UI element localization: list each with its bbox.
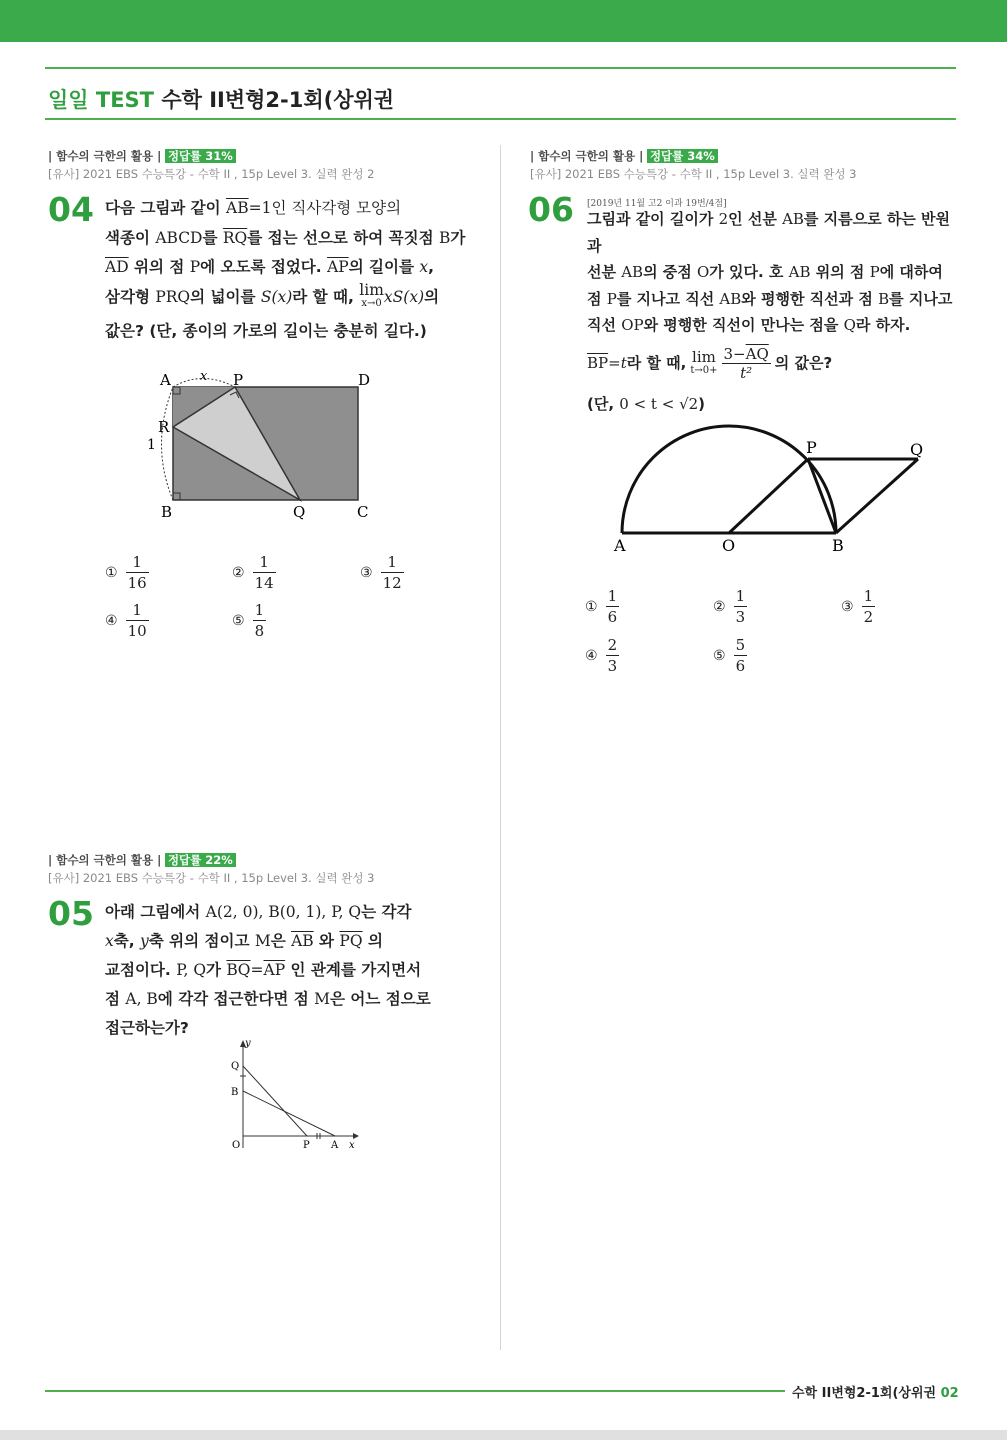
header-bottom-rule — [45, 118, 956, 120]
q05-x-arrow — [353, 1133, 359, 1139]
q04-figure — [140, 365, 390, 520]
q04-label-d: D — [358, 371, 371, 389]
q04-choice-2[interactable]: ② $\frac{1}{14}$ — [232, 553, 274, 592]
q06-choice-1[interactable]: ① $\frac{1}{6}$ — [585, 587, 618, 626]
q06-label-o: O — [722, 536, 736, 555]
q06-label-b: B — [832, 536, 844, 555]
q06-choice-5[interactable]: ⑤ $\frac{5}{6}$ — [713, 636, 746, 675]
q06-tag: | 함수의 극한의 활용 | 정답률 34% — [530, 148, 718, 164]
q05-line-pq — [243, 1066, 307, 1136]
q06-label-q: Q — [910, 440, 924, 459]
q06-number: 06 — [528, 190, 574, 229]
q05-line-ab — [243, 1091, 335, 1136]
q05-label-y: y — [245, 1038, 251, 1049]
footer — [792, 1382, 959, 1401]
title-green: 일일 TEST — [48, 88, 155, 112]
q06-label-a: A — [614, 536, 626, 555]
q05-number: 05 — [48, 894, 94, 933]
top-green-bar — [0, 0, 1007, 42]
q05-source: [유사] 2021 EBS 수능특강 - 수학 II , 15p Level 3. 실력 완성 3 — [48, 871, 375, 885]
footer-title: 수학 II변형2-1회(상위권 — [792, 1386, 941, 1401]
q05-tag: | 함수의 극한의 활용 | 정답률 22% — [48, 852, 236, 868]
q05-label-b: B — [231, 1087, 239, 1098]
q06-text: 그림과 같이 길이가 2인 선분 AB를 지름으로 하는 반원과 선분 AB의 중점 O가 있다. 호 AB 위의 점 P에 대하여 점 P를 지나고 직선 AB와 평행한 직선과 점 B를 지나고 직선 OP와 평행한 직선이 만나는 점을 Q라 하자. $\overline{BP}$ = t 라 할 때, lim t→0+ $\frac{3-\overline{AQ}}{\text{t²}}$ 의 값은? (단, 0 < t < √2) — [587, 210, 953, 413]
q04-number: 04 — [48, 190, 94, 229]
q05-label-a: A — [331, 1140, 339, 1151]
q04-text: 다음 그림과 같이 $\overline{AB}=1$인 직사각형 모양의 색종이 ABCD를 $\overline{RQ}$를 접는 선으로 하여 꼭짓점 B가 $\overline{AD}$ 위의 점 P에 오도록 접었다. $\overline{AP}$의 길이를 x, 삼각형 PRQ의 넓이를 S(x)라 할 때, lim x→0 xS(x)의 값은? (단, 종이의 가로의 길이는 충분히 길다.) — [105, 199, 466, 340]
q06-label-p: P — [806, 438, 817, 457]
q06-rate-badge: 정답률 34% — [647, 149, 718, 163]
q04-rate-badge: 정답률 31% — [165, 149, 236, 163]
page-title — [48, 84, 394, 114]
q04-label-b: B — [161, 503, 173, 520]
q06-choice-4[interactable]: ④ $\frac{2}{3}$ — [585, 636, 618, 675]
q06-choice-2[interactable]: ② $\frac{1}{3}$ — [713, 587, 746, 626]
column-divider — [500, 145, 501, 1350]
q04-label-1: 1 — [147, 437, 156, 453]
q04-choice-3[interactable]: ③ $\frac{1}{12}$ — [360, 553, 402, 592]
q04-choice-4[interactable]: ④ $\frac{1}{10}$ — [105, 601, 147, 640]
q04-tag: | 함수의 극한의 활용 | 정답률 31% — [48, 148, 236, 164]
q04-source: [유사] 2021 EBS 수능특강 - 수학 II , 15p Level 3. 실력 완성 2 — [48, 167, 375, 181]
q05-label-o: O — [232, 1140, 241, 1151]
q05-label-q: Q — [231, 1061, 240, 1072]
q05-label-x: x — [349, 1140, 355, 1151]
q06-figure — [605, 415, 935, 560]
q05-rate-badge: 정답률 22% — [165, 853, 236, 867]
q06-line-pb — [808, 459, 836, 533]
q06-line-bq — [836, 459, 918, 533]
q05-figure — [225, 1036, 365, 1154]
q05-label-p: P — [303, 1140, 310, 1151]
q04-choice-5[interactable]: ⑤ $\frac{1}{8}$ — [232, 601, 265, 640]
q06-exam-note: [2019년 11월 고2 이과 19번/4점] — [587, 199, 727, 209]
title-black: 수학 II변형2-1회(상위권 — [161, 88, 395, 112]
q04-label-x: x — [200, 369, 208, 384]
q06-choice-3[interactable]: ③ $\frac{1}{2}$ — [841, 587, 874, 626]
q04-label-p: P — [233, 371, 244, 389]
q06-semicircle — [622, 426, 836, 533]
header-top-rule — [45, 67, 956, 69]
footer-rule — [45, 1390, 785, 1392]
q04-arc-1 — [162, 387, 174, 500]
q06-source: [유사] 2021 EBS 수능특강 - 수학 II , 15p Level 3. 실력 완성 3 — [530, 167, 857, 181]
q04-choice-1[interactable]: ① $\frac{1}{16}$ — [105, 553, 147, 592]
q06-line-op — [729, 459, 808, 533]
q04-label-a: A — [160, 371, 171, 389]
q04-label-c: C — [357, 503, 369, 520]
q04-label-q: Q — [293, 503, 306, 520]
q05-text: 아래 그림에서 A(2, 0), B(0, 1), P, Q는 각각 x축, y축 위의 점이고 M은 $\overline{AB}$ 와 $\overline{PQ}$ 의 교점이다. P, Q가 $\overline{BQ}=\overline{AP}$ 인 관계를 가지면서 점 A, B에 각각 접근한다면 점 M은 어느 점으로 접근하는가? — [105, 903, 431, 1037]
q04-label-r: R — [158, 418, 170, 436]
bottom-gray-bar — [0, 1430, 1007, 1440]
page-number: 02 — [940, 1386, 959, 1401]
